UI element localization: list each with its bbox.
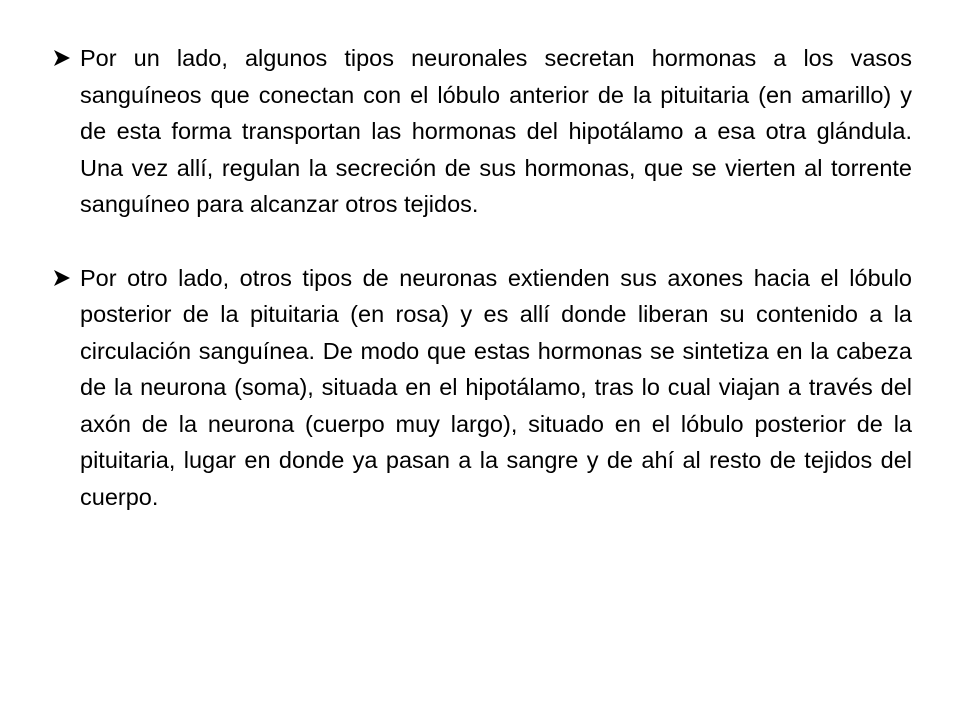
- arrowhead-bullet-icon: [48, 260, 80, 296]
- bullet-item-2: [48, 260, 912, 516]
- arrowhead-bullet-icon: [48, 40, 80, 76]
- bullet-list: [48, 40, 912, 515]
- bullet-item-1: [48, 40, 912, 223]
- paragraph-text: Por otro lado, otros tipos de neuronas extienden sus axones hacia el lóbulo posterior de la pituitaria (en rosa) y es allí donde liberan su contenido a la circulación sanguínea. De modo que estas hormonas se sintetiza en la cabeza de la neurona (soma), situada en el hipotálamo, tras lo cual viajan a través del axón de la neurona (cuerpo muy largo), situado en el lóbulo posterior de la pituitaria, lugar en donde ya pasan a la sangre y de ahí al resto de tejidos del cuerpo.: [80, 264, 912, 510]
- paragraph-text: Por un lado, algunos tipos neuronales secretan hormonas a los vasos sanguíneos que conectan con el lóbulo anterior de la pituitaria (en amarillo) y de esta forma transportan las hormonas del hipotálamo a esa otra glándula. Una vez allí, regulan la secreción de sus hormonas, que se vierten al torrente sanguíneo para alcanzar otros tejidos.: [80, 45, 912, 217]
